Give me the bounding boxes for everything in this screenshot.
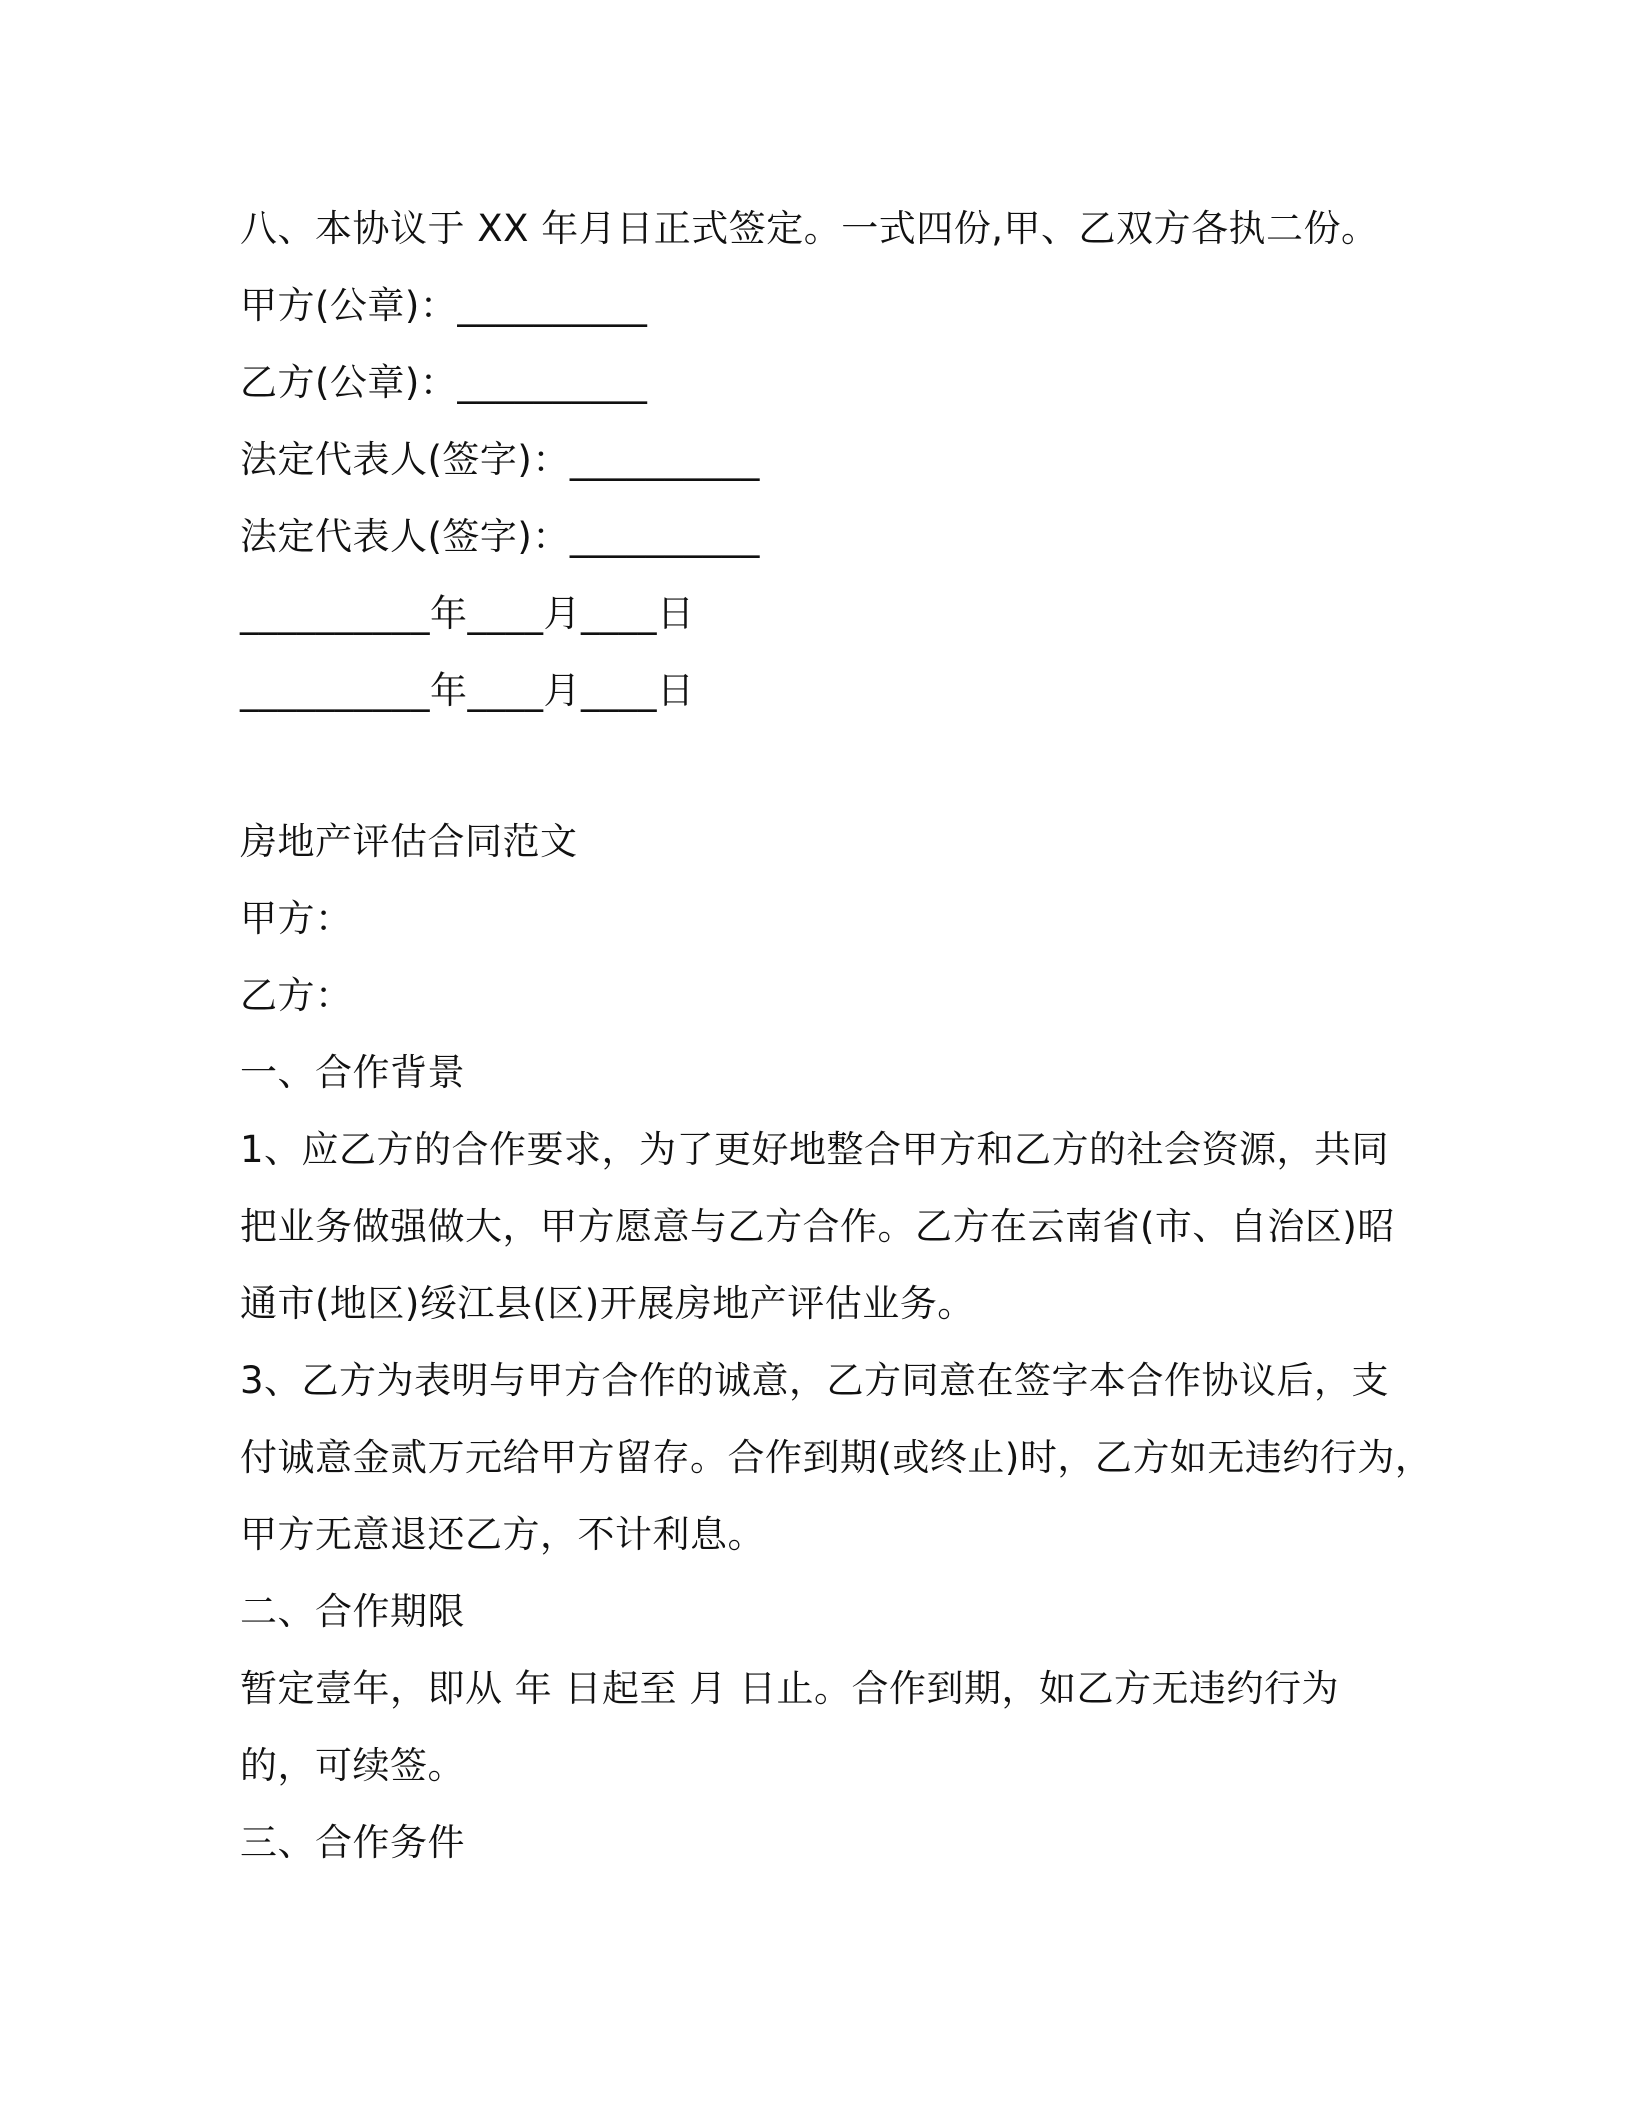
section-1-paragraph-1-line-1: 1、应乙方的合作要求，为了更好地整合甲方和乙方的社会资源，共同 [240, 1128, 1390, 1171]
party-a-seal-line: 甲方(公章)：__________ [240, 284, 648, 327]
party-b-seal-line: 乙方(公章)：__________ [240, 361, 648, 404]
section-1-paragraph-3-line-3: 甲方无意退还乙方，不计利息。 [240, 1513, 765, 1556]
party-b-label: 乙方： [240, 974, 353, 1017]
section-2-heading: 二、合作期限 [240, 1590, 465, 1633]
clause-eight: 八、本协议于 XX 年月日正式签定。一式四份,甲、乙双方各执二份。 [240, 207, 1379, 250]
legal-rep-signature-line-1: 法定代表人(签字)：__________ [240, 438, 760, 481]
section-1-heading: 一、合作背景 [240, 1051, 465, 1094]
section-1-paragraph-3-line-1: 3、乙方为表明与甲方合作的诚意，乙方同意在签字本合作协议后，支 [240, 1359, 1390, 1402]
party-a-label: 甲方： [240, 897, 353, 940]
section-2-line-2: 的，可续签。 [240, 1744, 465, 1787]
section-3-heading: 三、合作务件 [240, 1821, 465, 1864]
section-1-paragraph-1-line-3: 通市(地区)绥江县(区)开展房地产评估业务。 [240, 1282, 975, 1325]
document-body [240, 190, 1433, 1881]
section-2-line-1: 暂定壹年，即从 年 日起至 月 日止。合作到期，如乙方无违约行为 [240, 1667, 1340, 1710]
date-line-1: __________年____月____日 [240, 592, 695, 635]
legal-rep-signature-line-2: 法定代表人(签字)：__________ [240, 515, 760, 558]
section-gap [240, 729, 1410, 803]
section-1-paragraph-3-line-2: 付诚意金贰万元给甲方留存。合作到期(或终止)时，乙方如无违约行为， [240, 1436, 1433, 1479]
date-line-2: __________年____月____日 [240, 669, 695, 712]
section-1-paragraph-1-line-2: 把业务做强做大，甲方愿意与乙方合作。乙方在云南省(市、自治区)昭 [240, 1205, 1395, 1248]
contract-title: 房地产评估合同范文 [240, 820, 578, 863]
